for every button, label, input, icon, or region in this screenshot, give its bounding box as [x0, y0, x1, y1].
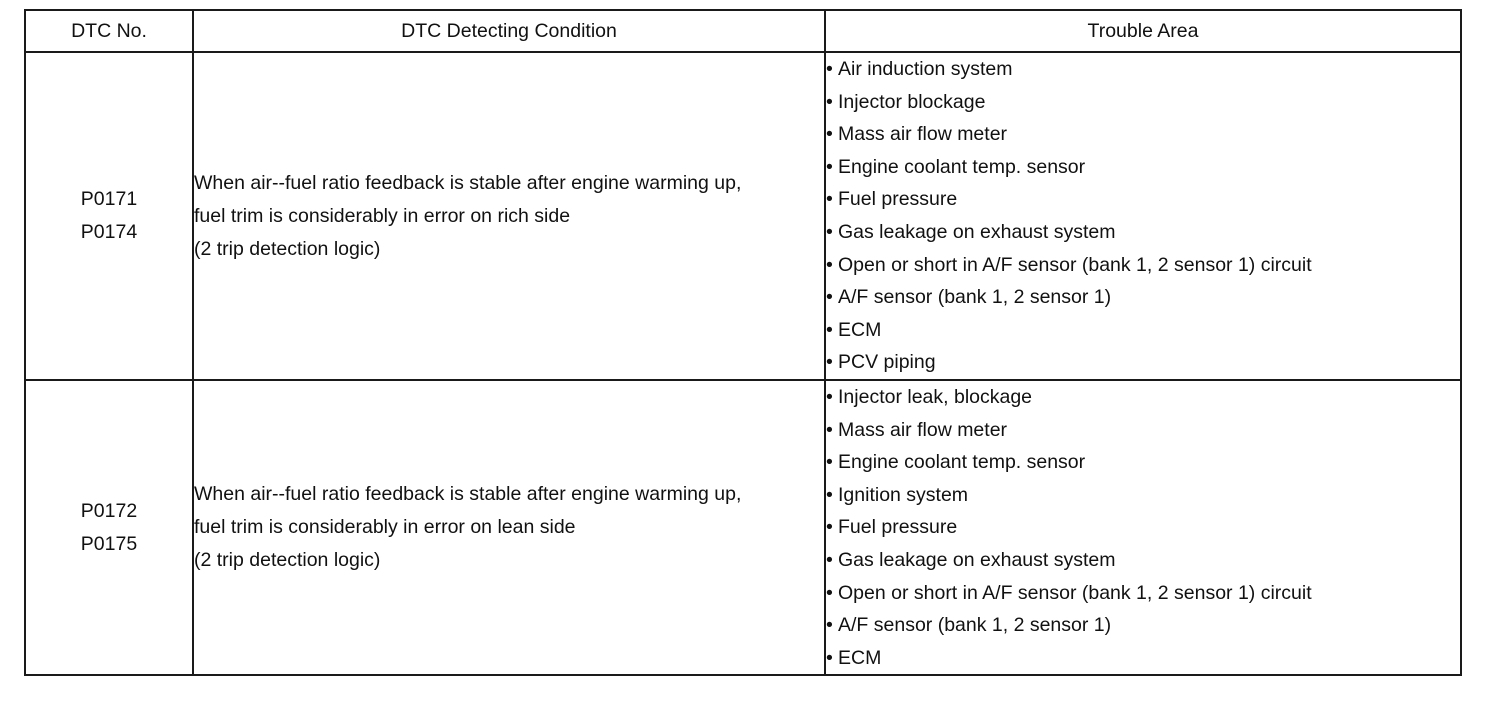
trouble-area-text: A/F sensor (bank 1, 2 sensor 1)	[838, 286, 1112, 309]
bullet-icon: •	[826, 386, 833, 408]
bullet-icon: •	[826, 155, 833, 178]
trouble-area-cell	[825, 52, 1461, 380]
trouble-area-text: Open or short in A/F sensor (bank 1, 2 sensor 1) circuit	[838, 253, 1312, 276]
trouble-area-text: Gas leakage on exhaust system	[838, 220, 1116, 243]
list-item	[826, 183, 1460, 216]
list-item	[826, 86, 1460, 119]
table-header	[25, 10, 1461, 52]
bullet-icon: •	[826, 451, 833, 474]
bullet-icon: •	[826, 58, 833, 80]
header-detecting-condition: DTC Detecting Condition	[193, 10, 825, 52]
header-dtc-no: DTC No.	[25, 10, 193, 52]
list-item	[826, 446, 1460, 479]
trouble-area-text: Injector blockage	[838, 90, 986, 113]
dtc-code-cell	[25, 380, 193, 675]
dtc-code: P0174	[80, 221, 138, 243]
bullet-icon: •	[826, 286, 833, 309]
bullet-icon: •	[826, 90, 833, 113]
condition-line: When air--fuel ratio feedback is stable after engine warming up,	[194, 483, 742, 506]
condition-line: fuel trim is considerably in error on rich side	[194, 204, 571, 227]
trouble-area-text: Ignition system	[838, 483, 969, 506]
list-item	[826, 381, 1460, 414]
trouble-area-list	[826, 53, 1460, 379]
detecting-condition-cell	[193, 52, 825, 380]
dtc-code: P0172	[80, 499, 138, 522]
dtc-table	[24, 9, 1462, 676]
list-item	[826, 281, 1460, 314]
bullet-icon: •	[826, 418, 833, 441]
trouble-area-text: ECM	[838, 318, 882, 341]
list-item	[826, 511, 1460, 544]
list-item	[826, 577, 1460, 610]
trouble-area-text: ECM	[838, 646, 882, 669]
header-row	[25, 10, 1461, 52]
dtc-code-cell	[25, 52, 193, 380]
trouble-area-text: Air induction system	[838, 58, 1013, 80]
list-item	[826, 346, 1460, 379]
trouble-area-text: A/F sensor (bank 1, 2 sensor 1)	[838, 614, 1112, 637]
condition-line: (2 trip detection logic)	[194, 549, 381, 572]
list-item	[826, 609, 1460, 642]
bullet-icon: •	[826, 548, 833, 571]
list-item	[826, 249, 1460, 282]
dtc-code: P0175	[80, 532, 138, 555]
dtc-code: P0171	[80, 188, 138, 210]
trouble-area-cell	[825, 380, 1461, 675]
trouble-area-text: Injector leak, blockage	[838, 386, 1033, 408]
list-item	[826, 544, 1460, 577]
trouble-area-text: Fuel pressure	[838, 188, 958, 211]
list-item	[826, 151, 1460, 184]
bullet-icon: •	[826, 220, 833, 243]
trouble-area-text: Engine coolant temp. sensor	[838, 155, 1086, 178]
bullet-icon: •	[826, 318, 833, 341]
bullet-icon: •	[826, 188, 833, 211]
trouble-area-text: Fuel pressure	[838, 516, 958, 539]
bullet-icon: •	[826, 614, 833, 637]
bullet-icon: •	[826, 646, 833, 669]
table-row	[25, 52, 1461, 380]
trouble-area-text: Mass air flow meter	[838, 418, 1008, 441]
header-trouble-area: Trouble Area	[825, 10, 1461, 52]
trouble-area-text: Engine coolant temp. sensor	[838, 451, 1086, 474]
bullet-icon: •	[826, 253, 833, 276]
condition-line: When air--fuel ratio feedback is stable after engine warming up,	[194, 171, 742, 194]
list-item	[826, 216, 1460, 249]
list-item	[826, 53, 1460, 86]
trouble-area-text: Gas leakage on exhaust system	[838, 548, 1116, 571]
list-item	[826, 414, 1460, 447]
detecting-condition-cell	[193, 380, 825, 675]
condition-line: fuel trim is considerably in error on lean side	[194, 516, 576, 539]
list-item	[826, 118, 1460, 151]
table-row	[25, 380, 1461, 675]
list-item	[826, 314, 1460, 347]
bullet-icon: •	[826, 123, 833, 146]
trouble-area-text: PCV piping	[838, 351, 936, 374]
trouble-area-text: Mass air flow meter	[838, 123, 1008, 146]
trouble-area-text: Open or short in A/F sensor (bank 1, 2 sensor 1) circuit	[838, 581, 1312, 604]
bullet-icon: •	[826, 581, 833, 604]
trouble-area-list	[826, 381, 1460, 674]
bullet-icon: •	[826, 351, 833, 374]
list-item	[826, 642, 1460, 675]
list-item	[826, 479, 1460, 512]
bullet-icon: •	[826, 516, 833, 539]
bullet-icon: •	[826, 483, 833, 506]
condition-line: (2 trip detection logic)	[194, 237, 381, 260]
